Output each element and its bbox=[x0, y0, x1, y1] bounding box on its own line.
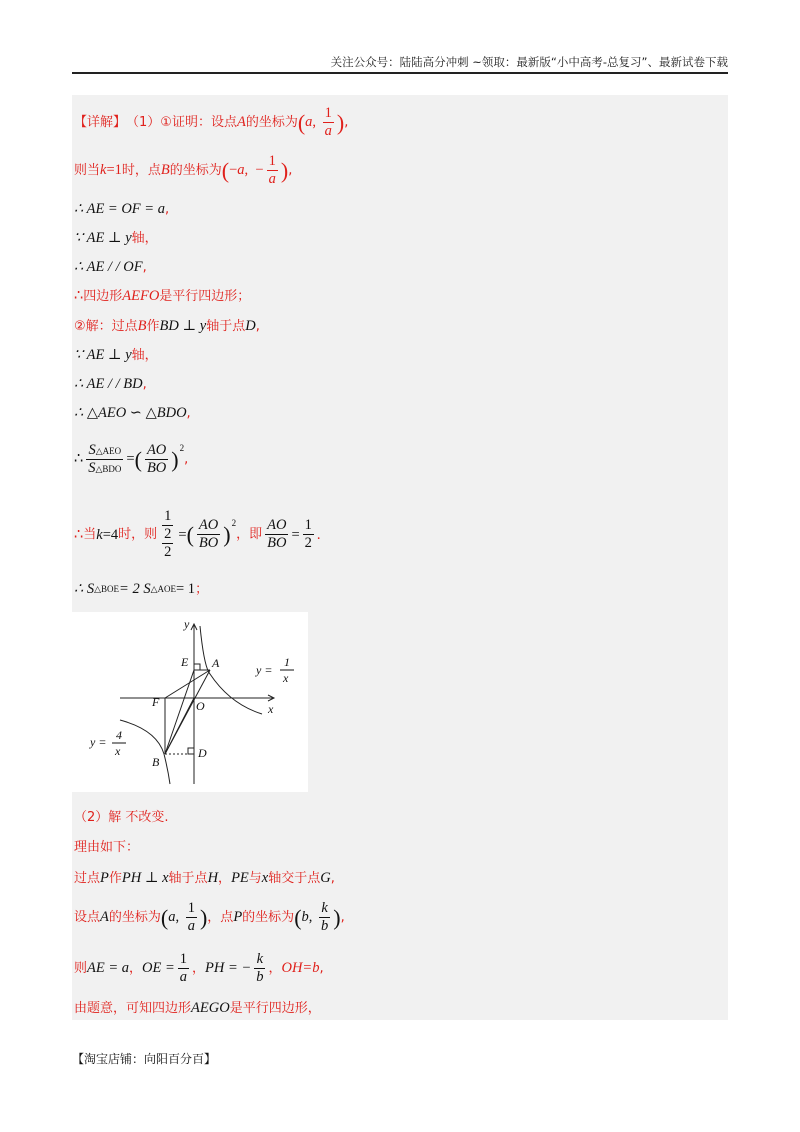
line-10: ∴ △AEO ∽ △BDO , bbox=[74, 405, 191, 421]
line-6: ∴ 四边形 AEFO 是平行四边形； bbox=[74, 288, 251, 304]
graph-figure bbox=[72, 612, 308, 792]
segment-fa bbox=[165, 670, 210, 698]
line-18: 则 AE = a ， OE = $\frac{1}{a}$ ， PH = − $\frac{k}{b}$ ， OH=b , bbox=[74, 951, 324, 986]
label-o: O bbox=[196, 699, 205, 713]
line-16: 过点 P 作 PH ⊥ x 轴于点 H ， PE 与 x 轴交于点 G , bbox=[74, 870, 335, 886]
line-1: 【详解】 （1）①证明：设点 A 的坐标为 ( a , $\frac{1}{a}$ ) , bbox=[74, 105, 349, 140]
page-header: 关注公众号：陆陆高分冲刺 ~领取：最新版“小中高考-总复习”、最新试卷下载 bbox=[330, 55, 728, 69]
line-13: ∴ S △BOE = 2 S △AOE = 1 ； bbox=[74, 581, 209, 597]
line-8: ∵ AE ⊥ y 轴， bbox=[74, 347, 158, 363]
curve1-label: y = bbox=[256, 663, 273, 677]
line-19: 由题意，可知四边形 AEGO 是平行四边形， bbox=[74, 1000, 321, 1016]
page-footer: 【淘宝店铺：向阳百分百】 bbox=[72, 1052, 217, 1066]
right-angle-d bbox=[188, 748, 194, 754]
line-7: ②解：过点 B 作 BD ⊥ y 轴于点 D , bbox=[74, 318, 260, 334]
curve2-den: x bbox=[115, 744, 121, 758]
hyperbola-graph bbox=[72, 612, 308, 792]
line-4: ∵ AE ⊥ y 轴， bbox=[74, 230, 158, 246]
label-a: A bbox=[212, 656, 220, 670]
curve1-num: 1 bbox=[284, 655, 290, 669]
curve2-num: 4 bbox=[116, 728, 122, 742]
line-14: （2）解 不改变. bbox=[74, 810, 169, 825]
curve1-den: x bbox=[283, 671, 289, 685]
line-3: ∴ AE = OF = a , bbox=[74, 201, 170, 217]
line-12: ∴ 当 k =4 时，则 $\frac{\frac{1}{2}}{2}$ = ( $\frac{AO}{BO}$ ) 2 ，即 $\frac{AO}{BO}$ = $\frac{1}{2}$ . bbox=[74, 508, 321, 561]
label-b: B bbox=[152, 755, 160, 769]
line-17: 设点 A 的坐标为 ( a , $\frac{1}{a}$ ) ，点 P 的坐标为 ( b , $\frac{k}{b}$ ) , bbox=[74, 900, 345, 935]
label-d: D bbox=[198, 746, 207, 760]
solution-block bbox=[72, 95, 728, 1020]
detail-label: 【详解】 bbox=[74, 115, 127, 131]
segment-bo bbox=[165, 698, 194, 754]
line-2: 则当 k =1 时，点 B 的坐标为 ( − a , − $\frac{1}{a}$ ) , bbox=[74, 153, 293, 188]
right-angle-e bbox=[194, 664, 200, 670]
line-5: ∴ AE / / OF , bbox=[74, 259, 147, 275]
label-y: y bbox=[184, 617, 190, 631]
line-11: ∴ $\frac{\text{S△AEO}}{\text{S△BDO}}$ = ( $\frac{AO}{BO}$ ) 2 , bbox=[74, 442, 189, 477]
header-divider bbox=[72, 72, 728, 74]
curve2-label: y = bbox=[90, 735, 107, 749]
line-15: 理由如下： bbox=[74, 840, 140, 855]
label-e: E bbox=[181, 655, 189, 669]
label-f: F bbox=[152, 695, 160, 709]
curve-4-over-x bbox=[120, 720, 170, 784]
label-x: x bbox=[268, 702, 274, 716]
line-9: ∴ AE / / BD , bbox=[74, 376, 147, 392]
